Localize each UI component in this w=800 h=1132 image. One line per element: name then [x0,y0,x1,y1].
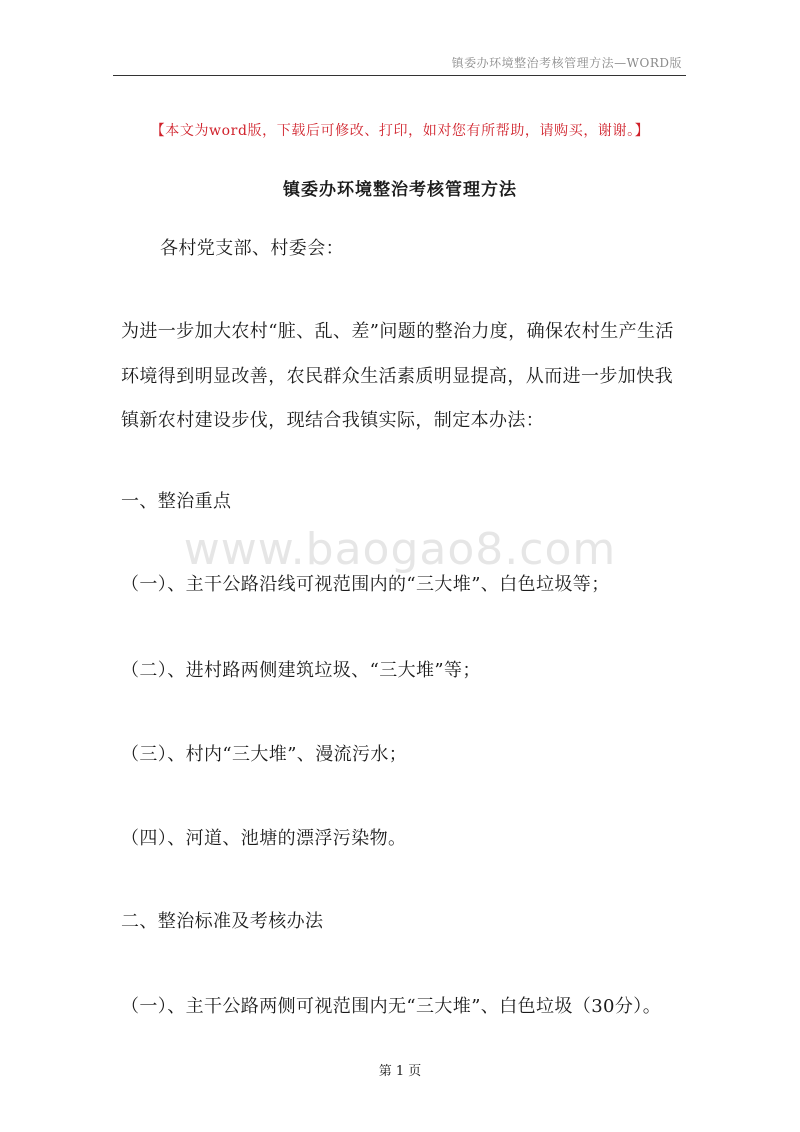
word-version-notice: 【本文为word版，下载后可修改、打印，如对您有所帮助，请购买，谢谢。】 [150,123,650,139]
section-heading-2: 二、整治标准及考核办法 [121,911,324,932]
header-rule [113,75,686,76]
running-header: 镇委办环境整治考核管理方法—WORD版 [451,56,682,70]
intro-line-3: 镇新农村建设步伐，现结合我镇实际，制定本办法： [121,410,545,431]
section2-item-1: （一）、主干公路两侧可视范围内无“三大堆”、白色垃圾（30分）。 [121,996,662,1017]
intro-line-1: 为进一步加大农村“脏、乱、差”问题的整治力度，确保农村生产生活 [121,321,674,342]
watermark: www.baogao8.com [183,524,617,575]
intro-line-2: 环境得到明显改善，农民群众生活素质明显提高，从而进一步加快我 [121,366,673,387]
salutation: 各村党支部、村委会： [160,238,344,259]
document-title: 镇委办环境整治考核管理方法 [283,180,517,200]
section-heading-1: 一、整治重点 [121,491,232,512]
section1-item-2: （二）、进村路两侧建筑垃圾、“三大堆”等； [121,660,481,681]
section1-item-1: （一）、主干公路沿线可视范围内的“三大堆”、白色垃圾等； [121,574,610,595]
section1-item-3: （三）、村内“三大堆”、漫流污水； [121,744,408,765]
section1-item-4: （四）、河道、池塘的漂浮污染物。 [121,828,407,849]
page-number: 第 1 页 [378,1064,422,1079]
